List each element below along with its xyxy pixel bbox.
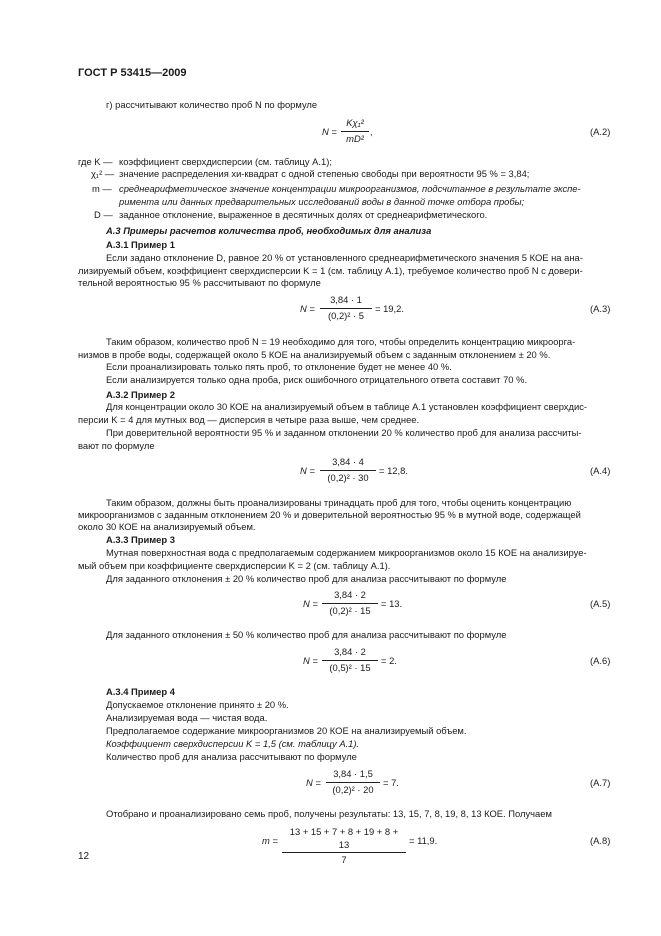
eq-a4-denominator: (0,2)² · 30	[327, 471, 369, 483]
eq-a6-numerator: 3,84 · 2	[322, 646, 378, 661]
eq-a6-number: (А.6)	[590, 655, 611, 666]
a31-para-line-1: Если задано отклонение D, равное 20 % от установленного среднеарифметического значения 5 КОЕ на ана-	[106, 252, 583, 263]
eq-a2-rhs: ,	[370, 126, 373, 137]
where-d-text: заданное отклонение, выраженное в десятичных долях от среднеарифметического.	[119, 209, 488, 220]
eq-a8-rhs: = 11,9.	[409, 835, 438, 846]
eq-a5-lhs: N =	[303, 598, 318, 609]
a32-para-line-3: При доверительной вероятности 95 % и заданном отклонении 20 % количество проб для анализа рассчиты-	[106, 427, 582, 438]
a31-para-line-3: тельной вероятностью 95 % рассчитывают по формуле	[78, 277, 321, 288]
eq-a2-denominator: mD²	[346, 132, 364, 144]
eq-a2-lhs: N =	[322, 126, 337, 137]
where-chi-text: значение распределения хи-квадрат с одной степенью свободы при вероятности 95 % = 3,84;	[119, 168, 530, 179]
a34-line-3: Предполагаемое содержание микроорганизмов 20 КОЕ на анализируемый объем.	[106, 725, 467, 736]
eq-a7-rhs: = 7.	[383, 777, 399, 788]
a33-para-line-4: Для заданного отклонения ± 50 % количество проб для анализа рассчитывают по формуле	[106, 629, 507, 640]
eq-a7-lhs: N =	[306, 777, 321, 788]
eq-a8-denominator: 7	[341, 854, 347, 865]
where-d-symbol: D —	[94, 209, 113, 220]
eq-a7-numerator: 3,84 · 1,5	[326, 768, 380, 783]
eq-a4-number: (А.4)	[590, 465, 611, 476]
where-m-text-1: среднеарифметическое значение концентрации микроорганизмов, подсчитанное в результате экспе-	[119, 183, 581, 194]
eq-a8-numerator: 13 + 15 + 7 + 8 + 19 + 8 + 13	[282, 826, 406, 853]
eq-a6-fraction	[322, 646, 378, 674]
section-a32-title: А.3.2 Пример 2	[106, 389, 175, 400]
where-k-symbol: где K —	[78, 156, 113, 167]
eq-a3-denominator: (0,2)² · 5	[328, 309, 364, 321]
a32-para-line-1: Для концентрации около 30 КОЕ на анализируемый объем в таблице А.1 установлен коэффициент сверхдис-	[106, 401, 588, 412]
where-chi-symbol: χ₁² —	[91, 168, 115, 179]
eq-a7-number: (А.7)	[590, 777, 611, 788]
equation-a2	[0, 117, 661, 157]
eq-a5-numerator: 3,84 · 2	[322, 589, 378, 604]
equation-a5	[0, 589, 661, 629]
eq-a3-number: (А.3)	[590, 303, 611, 314]
eq-a5-rhs: = 13.	[381, 598, 403, 609]
eq-a6-lhs: N =	[303, 655, 318, 666]
eq-a2-number: (А.2)	[590, 126, 611, 137]
eq-a3-lhs: N =	[300, 303, 315, 314]
section-a34-title: А.3.4 Пример 4	[106, 686, 175, 697]
a31-text-line-2: низмов в пробе воды, содержащей около 5 КОЕ на анализируемый объем с заданным отклонением ± 20 %.	[78, 349, 551, 360]
document-header: ГОСТ Р 53415—2009	[78, 67, 187, 79]
a33-para-line-3: Для заданного отклонения ± 20 % количество проб для анализа рассчитывают по формуле	[106, 573, 507, 584]
a32-para-line-4: вают по формуле	[78, 440, 155, 451]
a33-para-line-2: мый объем при коэффициенте сверхдисперсии K = 2 (см. таблицу А.1).	[78, 560, 391, 571]
section-a31-title: А.3.1 Пример 1	[106, 239, 175, 250]
a34-line-2: Анализируемая вода — чистая вода.	[106, 712, 268, 723]
a34-line-4: Коэффициент сверхдисперсии K = 1,5 (см. таблицу А.1).	[106, 738, 360, 749]
equation-a7	[0, 768, 661, 808]
a31-text-line-1: Таким образом, количество проб N = 19 необходимо для того, чтобы определить концентрацию микроорга-	[106, 336, 576, 347]
where-m-symbol: m —	[92, 183, 112, 194]
eq-a4-rhs: = 12,8.	[379, 465, 408, 476]
equation-a8	[0, 826, 661, 866]
eq-a7-denominator: (0,2)² · 20	[332, 783, 374, 795]
a34-line-6: Отобрано и проанализировано семь проб, получены результаты: 13, 15, 7, 8, 19, 8, 13 КОЕ. Получаем	[106, 808, 552, 819]
a34-line-5: Количество проб для анализа рассчитывают по формуле	[106, 751, 357, 762]
eq-a6-rhs: = 2.	[381, 655, 397, 666]
a34-line-1: Допускаемое отклонение принято ± 20 %.	[106, 699, 289, 710]
eq-a4-lhs: N =	[300, 465, 315, 476]
a32-para-line-2: персии K = 4 для мутных вод — дисперсия в четыре раза выше, чем среднее.	[78, 414, 420, 425]
section-a33-title: А.3.3 Пример 3	[106, 534, 175, 545]
where-m-text-2: риментa или данных предварительных исследований воды в данной точке отбора пробы;	[119, 196, 525, 207]
eq-a3-numerator: 3,84 · 1	[320, 294, 372, 309]
eq-a4-numerator: 3,84 · 4	[320, 456, 376, 471]
equation-a4	[0, 456, 661, 496]
eq-a3-fraction	[320, 294, 372, 322]
eq-a8-lhs: m =	[262, 835, 278, 846]
eq-a5-fraction	[322, 589, 378, 617]
page-number: 12	[78, 851, 90, 862]
eq-a4-fraction	[320, 456, 376, 484]
eq-a8-number: (А.8)	[590, 835, 611, 846]
equation-a3	[0, 294, 661, 334]
eq-a3-rhs: = 19,2.	[375, 303, 404, 314]
where-k-text: коэффициент сверхдисперсии (см. таблицу А.1);	[119, 156, 332, 167]
eq-a8-fraction	[282, 826, 406, 867]
a32-text-line-1: Таким образом, должны быть проанализированы тринадцать проб для того, чтобы оценить концентрацию	[106, 497, 572, 508]
item-g: г) рассчитывают количество проб N по формуле	[106, 99, 318, 110]
equation-a6	[0, 646, 661, 686]
section-a3-title: А.3 Примеры расчетов количества проб, необходимых для анализа	[106, 225, 432, 236]
eq-a5-denominator: (0,2)² · 15	[329, 604, 371, 616]
eq-a2-fraction	[341, 117, 369, 145]
eq-a5-number: (А.5)	[590, 598, 611, 609]
a31-text-line-4: Если анализируется только одна проба, риск ошибочного отрицательного ответа составит 70 %.	[106, 374, 528, 385]
a32-text-line-3: около 30 КОЕ на анализируемый объем.	[78, 521, 256, 532]
a31-text-line-3: Если проанализировать только пять проб, то отклонение будет не менее 40 %.	[106, 361, 452, 372]
eq-a2-numerator: Kχ₁²	[341, 117, 369, 132]
eq-a7-fraction	[326, 768, 380, 796]
a33-para-line-1: Мутная поверхностная вода с предполагаемым содержанием микроорганизмов около 15 КОЕ на анализируе-	[106, 547, 587, 558]
a31-para-line-2: лизируемый объем, коэффициент сверхдисперсии K = 1 (см. таблицу А.1), требуемое количество проб N с довери-	[78, 265, 583, 276]
a32-text-line-2: микроорганизмов с заданным отклонением 20 % и доверительной вероятностью 95 % в мутной воде, содержащей	[78, 509, 581, 520]
eq-a6-denominator: (0,5)² · 15	[329, 661, 371, 673]
